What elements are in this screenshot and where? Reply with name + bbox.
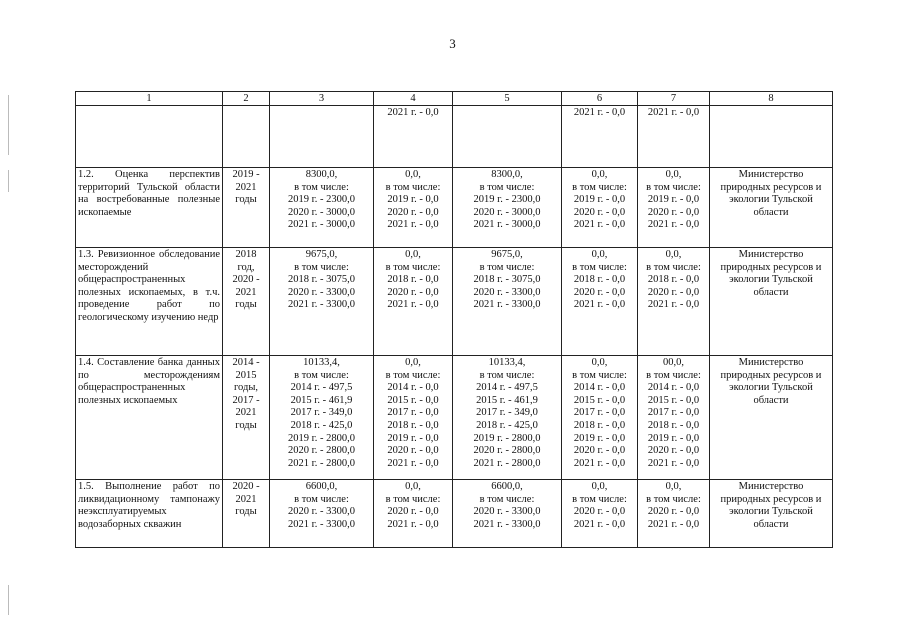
funding-cell: [562, 168, 638, 248]
cell-line: 2019 г. - 2800,0: [288, 432, 355, 444]
cell-line: в том числе:: [479, 181, 535, 193]
page-number: 3: [449, 36, 456, 51]
cell-line: области: [753, 206, 789, 218]
cell-line: 2021 г. - 0,0: [647, 518, 700, 530]
cell-line: в том числе:: [572, 261, 627, 273]
margin-mark: [8, 95, 9, 155]
cell-line: 2020 г. - 0,0: [387, 206, 439, 218]
cell-line: 2017 г. - 0,0: [573, 407, 626, 419]
cell-line: 2014 г. - 497,5: [290, 382, 353, 394]
cell-line: 2021 г. - 0,0: [387, 518, 439, 530]
cell-line: 2020 г. - 0,0: [647, 286, 700, 298]
cell-line: в том числе:: [294, 261, 349, 273]
cell-line: 10133,4,: [303, 357, 340, 368]
cell-line: 0,0,: [405, 249, 421, 260]
cell-line: 2021 г. - 0,0: [573, 299, 626, 311]
cell-line: 2020 г. - 3000,0: [473, 206, 541, 218]
funding-cell: [638, 168, 710, 248]
cell-line: Министерство: [738, 249, 804, 260]
cell-line: 2018 г. - 0,0: [387, 274, 439, 286]
cell-line: экологии Тульской: [729, 506, 813, 518]
cell-line: экологии Тульской: [729, 382, 813, 394]
cell-line: в том числе:: [385, 261, 441, 273]
cell-line: 2020 г. - 3000,0: [288, 206, 355, 218]
cell-line: в том числе:: [294, 369, 349, 381]
cell-line: 2017 г. - 349,0: [290, 407, 353, 419]
funding-cell: [562, 248, 638, 356]
cell-line: 2014 г. - 0,0: [647, 382, 700, 394]
activity-description: 1.5. Выполнение работ по ликвидационному тампонажу неэксплуатируемых водозаборных скважин: [76, 480, 223, 548]
cell-line: год,: [237, 261, 255, 273]
cell-line: 10133,4,: [488, 357, 526, 368]
cell-line: 2021 г. - 3300,0: [473, 518, 541, 530]
cell-line: Министерство: [738, 481, 804, 492]
funding-cell: [638, 480, 710, 548]
cell-line: в том числе:: [294, 181, 349, 193]
cell-line: 2018 г. - 0,0: [647, 274, 700, 286]
header-cell: 6: [562, 92, 638, 106]
cell-line: 2021: [235, 407, 257, 419]
cell-line: в том числе:: [385, 369, 441, 381]
cell-line: в том числе:: [479, 261, 535, 273]
activity-description: 1.3. Ревизионное обследование месторождений общераспространенных полезных ископаемых, в т.ч. проведение работ по геологическому изучению недр: [76, 248, 223, 356]
cell-line: 2021 г. - 2800,0: [288, 457, 355, 469]
cell-line: 2021 г. - 0,0: [387, 457, 439, 469]
program-table: [75, 91, 833, 548]
cell-line: в том числе:: [572, 181, 627, 193]
funding-cell: [453, 248, 562, 356]
period-years: [223, 248, 270, 356]
funding-cell: [638, 106, 710, 168]
cell-line: 2019 г. - 0,0: [573, 432, 626, 444]
cell-line: 6600,0,: [491, 481, 523, 492]
cell-line: в том числе:: [646, 181, 701, 193]
cell-line: 2020 г. - 3300,0: [473, 286, 541, 298]
cell-line: 2020 г. - 0,0: [573, 445, 626, 457]
cell-line: 8300,0,: [305, 169, 338, 180]
cell-line: 2018 г. - 3075,0: [473, 274, 541, 286]
funding-cell: [374, 480, 453, 548]
cell-line: в том числе:: [646, 261, 701, 273]
cell-line: 2020 г. - 0,0: [573, 286, 626, 298]
cell-line: экологии Тульской: [729, 194, 813, 206]
funding-cell: [374, 168, 453, 248]
cell-line: 2021 г. - 0,0: [387, 299, 439, 311]
cell-line: 2021 г. - 0,0: [647, 219, 700, 231]
responsible-executor: [710, 248, 833, 356]
funding-cell: [638, 248, 710, 356]
table-row: [76, 168, 833, 248]
cell-line: в том числе:: [479, 493, 535, 505]
margin-mark: [8, 585, 9, 615]
cell-line: 00,0,: [663, 357, 684, 368]
cell-line: 2020 г. - 0,0: [573, 206, 626, 218]
funding-cell: [270, 168, 374, 248]
cell-line: 2019 г. - 0,0: [647, 432, 700, 444]
cell-line: 2021 г. - 3300,0: [288, 518, 355, 530]
funding-cell: [270, 480, 374, 548]
funding-cell: [453, 480, 562, 548]
cell-line: 2021 г. - 0,0: [647, 107, 700, 118]
responsible-executor: [710, 106, 833, 168]
cell-line: 0,0,: [665, 481, 682, 492]
cell-line: природных ресурсов и: [720, 369, 822, 381]
funding-cell: [453, 106, 562, 168]
cell-line: 2015: [235, 369, 257, 381]
cell-line: 2021: [235, 493, 257, 505]
cell-line: 0,0,: [591, 249, 608, 260]
cell-line: экологии Тульской: [729, 274, 813, 286]
cell-line: 2015 г. - 461,9: [476, 394, 538, 406]
funding-cell: [374, 356, 453, 480]
header-row: [76, 92, 833, 106]
cell-line: 2020 г. - 0,0: [387, 445, 439, 457]
cell-line: 2018 г. - 0,0: [647, 419, 700, 431]
cell-line: 2021 г. - 3300,0: [288, 299, 355, 311]
cell-line: 2021 г. - 0,0: [387, 107, 439, 118]
cell-line: годы: [235, 506, 257, 518]
cell-line: годы: [235, 299, 257, 311]
period-years: [223, 480, 270, 548]
cell-line: 2014 г. - 497,5: [476, 382, 538, 394]
funding-cell: [453, 356, 562, 480]
cell-line: 2014 г. - 0,0: [573, 382, 626, 394]
header-cell: 1: [76, 92, 223, 106]
cell-line: 2019 г. - 0,0: [387, 194, 439, 206]
cell-line: Министерство: [738, 357, 804, 368]
period-years: [223, 106, 270, 168]
cell-line: 2018 г. - 425,0: [476, 419, 538, 431]
cell-line: 2019 г. - 0,0: [387, 432, 439, 444]
cell-line: 2021 г. - 3000,0: [288, 219, 355, 231]
cell-line: 2017 г. - 349,0: [476, 407, 538, 419]
cell-line: 2021: [235, 286, 257, 298]
table-row: [76, 248, 833, 356]
cell-line: 2021 г. - 3000,0: [473, 219, 541, 231]
header-cell: 4: [374, 92, 453, 106]
cell-line: 2020 г. - 0,0: [573, 506, 626, 518]
cell-line: в том числе:: [294, 493, 349, 505]
cell-line: 2021 г. - 0,0: [573, 219, 626, 231]
cell-line: 2021 г. - 0,0: [573, 107, 626, 118]
header-cell: 5: [453, 92, 562, 106]
cell-line: 2018 г. - 425,0: [290, 419, 353, 431]
cell-line: природных ресурсов и: [720, 493, 822, 505]
cell-line: 0,0,: [665, 249, 682, 260]
cell-line: в том числе:: [385, 181, 441, 193]
cell-line: 0,0,: [405, 481, 421, 492]
cell-line: 2017 г. - 0,0: [647, 407, 700, 419]
cell-line: годы,: [233, 382, 258, 394]
header-cell: 8: [710, 92, 833, 106]
cell-line: 0,0,: [591, 481, 608, 492]
cell-line: 2020 -: [232, 481, 260, 492]
cell-line: 2020 г. - 2800,0: [473, 445, 541, 457]
cell-line: 2018 г. - 3075,0: [288, 274, 355, 286]
cell-line: в том числе:: [646, 369, 701, 381]
margin-mark: [8, 170, 9, 192]
cell-line: 2021 г. - 0,0: [647, 299, 700, 311]
cell-line: 0,0,: [405, 169, 421, 180]
cell-line: 2018: [235, 249, 257, 260]
cell-line: 2020 -: [232, 274, 260, 286]
cell-line: 9675,0,: [305, 249, 338, 260]
funding-cell: [374, 106, 453, 168]
period-years: [223, 168, 270, 248]
activity-description: [76, 106, 223, 168]
funding-cell: [270, 248, 374, 356]
cell-line: 2021 г. - 0,0: [573, 518, 626, 530]
funding-cell: [562, 480, 638, 548]
cell-line: 2020 г. - 2800,0: [288, 445, 355, 457]
cell-line: 2019 г. - 0,0: [573, 194, 626, 206]
cell-line: 2019 г. - 2300,0: [288, 194, 355, 206]
cell-line: 2020 г. - 3300,0: [288, 506, 355, 518]
funding-cell: [270, 106, 374, 168]
cell-line: 2019 г. - 2300,0: [473, 194, 541, 206]
funding-cell: [638, 356, 710, 480]
cell-line: 2019 г. - 0,0: [647, 194, 700, 206]
cell-line: 2021 г. - 3300,0: [473, 299, 541, 311]
funding-cell: [453, 168, 562, 248]
activity-description: 1.2. Оценка перспектив территорий Тульской области на востребованные полезные ископаемые: [76, 168, 223, 248]
header-cell: 3: [270, 92, 374, 106]
cell-line: 2015 г. - 0,0: [573, 394, 626, 406]
cell-line: 2020 г. - 3300,0: [473, 506, 541, 518]
cell-line: 2018 г. - 0,0: [387, 419, 439, 431]
cell-line: годы: [235, 419, 257, 431]
responsible-executor: [710, 168, 833, 248]
cell-line: области: [753, 518, 789, 530]
cell-line: 2014 -: [232, 357, 260, 368]
cell-line: 2020 г. - 0,0: [647, 206, 700, 218]
header-cell: 2: [223, 92, 270, 106]
cell-line: области: [753, 286, 789, 298]
table-row: [76, 356, 833, 480]
cell-line: в том числе:: [479, 369, 535, 381]
cell-line: 2020 г. - 0,0: [647, 445, 700, 457]
cell-line: 0,0,: [591, 357, 608, 368]
cell-line: 2020 г. - 0,0: [387, 286, 439, 298]
funding-cell: [562, 356, 638, 480]
cell-line: 2019 -: [232, 169, 260, 180]
cell-line: Министерство: [738, 169, 804, 180]
cell-line: области: [753, 394, 789, 406]
cell-line: 0,0,: [591, 169, 608, 180]
responsible-executor: [710, 356, 833, 480]
cell-line: в том числе:: [572, 369, 627, 381]
funding-cell: [562, 106, 638, 168]
cell-line: 2018 г. - 0,0: [573, 274, 626, 286]
cell-line: природных ресурсов и: [720, 261, 822, 273]
cell-line: 2018 г. - 0,0: [573, 419, 626, 431]
table-row: [76, 106, 833, 168]
cell-line: 2019 г. - 2800,0: [473, 432, 541, 444]
header-cell: 7: [638, 92, 710, 106]
cell-line: 2015 г. - 461,9: [290, 394, 353, 406]
cell-line: в том числе:: [572, 493, 627, 505]
cell-line: в том числе:: [646, 493, 701, 505]
cell-line: 2021 г. - 0,0: [387, 219, 439, 231]
cell-line: 2020 г. - 0,0: [387, 506, 439, 518]
cell-line: 0,0,: [665, 169, 682, 180]
funding-cell: [374, 248, 453, 356]
cell-line: 8300,0,: [491, 169, 523, 180]
activity-description: 1.4. Составление банка данных по месторождениям общераспространенных полезных ископаемых: [76, 356, 223, 480]
cell-line: в том числе:: [385, 493, 441, 505]
cell-line: 2015 г. - 0,0: [647, 394, 700, 406]
funding-cell: [270, 356, 374, 480]
cell-line: 2020 г. - 0,0: [647, 506, 700, 518]
cell-line: 2017 г. - 0,0: [387, 407, 439, 419]
period-years: [223, 356, 270, 480]
cell-line: 2017 -: [232, 394, 260, 406]
cell-line: 6600,0,: [305, 481, 338, 492]
cell-line: 2014 г. - 0,0: [387, 382, 439, 394]
cell-line: 9675,0,: [491, 249, 523, 260]
cell-line: 2021: [235, 181, 257, 193]
cell-line: 2015 г. - 0,0: [387, 394, 439, 406]
cell-line: 2021 г. - 0,0: [573, 457, 626, 469]
cell-line: годы: [235, 194, 257, 206]
table-row: [76, 480, 833, 548]
cell-line: 2021 г. - 0,0: [647, 457, 700, 469]
responsible-executor: [710, 480, 833, 548]
cell-line: 2021 г. - 2800,0: [473, 457, 541, 469]
cell-line: 2020 г. - 3300,0: [288, 286, 355, 298]
cell-line: природных ресурсов и: [720, 181, 822, 193]
cell-line: 0,0,: [405, 357, 421, 368]
